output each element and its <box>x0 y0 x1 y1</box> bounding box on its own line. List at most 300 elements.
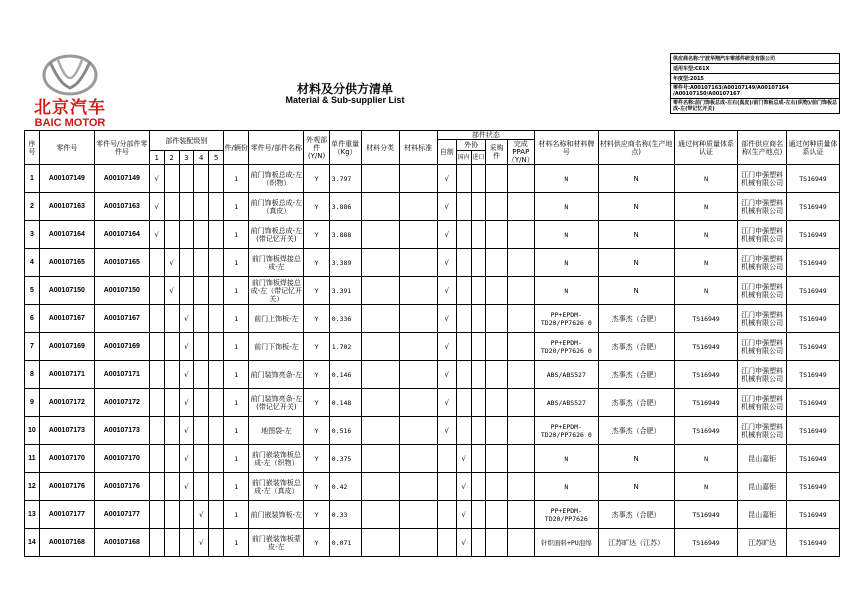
cell-purchased <box>486 529 507 557</box>
cell-domestic <box>456 165 471 193</box>
cell-level-1 <box>149 473 164 501</box>
header-material-supplier: 材料供应商名称(生产地点) <box>598 131 674 165</box>
cell-part-name: 前门饰板总成-左（真皮） <box>249 193 304 221</box>
cell-self-made: √ <box>437 389 456 417</box>
page-title-cn: 材料及分供方清单 <box>296 82 393 96</box>
info-value: A00107163/A00107149/A00107164 /A00107150/A00107167 <box>673 85 789 97</box>
header-material-name: 材料名称和材料牌号 <box>535 131 599 165</box>
cell-part-certification: TS16949 <box>786 529 839 557</box>
cell-parent-no: A00107168 <box>94 529 149 557</box>
cell-self-made <box>437 501 456 529</box>
cell-purchased <box>486 305 507 333</box>
cell-seq: 9 <box>25 389 40 417</box>
cell-part-name: 前门上饰板-左 <box>249 305 304 333</box>
cell-parent-no: A00107150 <box>94 277 149 305</box>
cell-certification: TS16949 <box>674 501 738 529</box>
cell-self-made: √ <box>437 193 456 221</box>
cell-appearance: Y <box>304 305 329 333</box>
cell-level-3 <box>179 221 194 249</box>
cell-level-4 <box>194 305 209 333</box>
cell-level-1 <box>149 501 164 529</box>
cell-weight: 0.146 <box>329 361 361 389</box>
cell-material-name: 针织面料+PU泡绵 <box>535 529 599 557</box>
supplier-info-table <box>670 53 840 114</box>
cell-parent-no: A00107172 <box>94 389 149 417</box>
cell-part-no: A00107173 <box>39 417 94 445</box>
cell-domestic: √ <box>456 445 471 473</box>
table-row <box>25 221 840 249</box>
info-value: 前门饰板总成-左右(真皮)/前门饰板总成-左右(织物)/前门饰板总成-左(带记忆开关) <box>673 100 837 112</box>
header-part-supplier: 部件供应商名称(生产地点) <box>738 131 787 165</box>
cell-import <box>471 333 486 361</box>
cell-level-1 <box>149 389 164 417</box>
cell-level-4 <box>194 361 209 389</box>
cell-seq: 2 <box>25 193 40 221</box>
cell-import <box>471 277 486 305</box>
cell-part-certification: TS16949 <box>786 221 839 249</box>
cell-material-std <box>399 193 437 221</box>
cell-material-name: ABS/ABS527 <box>535 361 599 389</box>
cell-part-no: A00107165 <box>39 249 94 277</box>
brand-name-cn: 北京汽车 <box>34 98 106 118</box>
cell-import <box>471 193 486 221</box>
cell-qty: 1 <box>223 473 248 501</box>
cell-appearance: Y <box>304 501 329 529</box>
cell-level-2 <box>164 529 179 557</box>
cell-domestic: √ <box>456 473 471 501</box>
cell-material-name: PP+EPDM-TD20/PP7626 0 <box>535 417 599 445</box>
cell-level-3: √ <box>179 361 194 389</box>
cell-domestic <box>456 389 471 417</box>
cell-part-name: 前门嵌装饰板蒙皮-左 <box>249 529 304 557</box>
cell-level-1 <box>149 305 164 333</box>
cell-part-no: A00107172 <box>39 389 94 417</box>
cell-part-supplier: 江门申强塑料机械有限公司 <box>738 333 787 361</box>
info-value: 2015 <box>690 75 704 82</box>
table-row <box>25 417 840 445</box>
cell-parent-no: A00107163 <box>94 193 149 221</box>
cell-import <box>471 417 486 445</box>
cell-part-certification: TS16949 <box>786 249 839 277</box>
cell-certification: TS16949 <box>674 361 738 389</box>
cell-ppap <box>507 445 535 473</box>
cell-ppap <box>507 305 535 333</box>
cell-self-made: √ <box>437 249 456 277</box>
cell-level-4 <box>194 165 209 193</box>
cell-purchased <box>486 333 507 361</box>
cell-level-5 <box>209 277 224 305</box>
cell-material-supplier: 杰事杰（合肥） <box>598 417 674 445</box>
cell-appearance: Y <box>304 361 329 389</box>
cell-appearance: Y <box>304 277 329 305</box>
cell-level-5 <box>209 389 224 417</box>
cell-part-name: 前门饰板焊接总成-左（带记忆开关） <box>250 278 303 303</box>
cell-self-made: √ <box>437 165 456 193</box>
table-row <box>25 333 840 361</box>
cell-material-class <box>361 529 399 557</box>
brand-name-en: BAIC MOTOR <box>34 117 106 129</box>
cell-level-2 <box>164 445 179 473</box>
cell-weight: 3.389 <box>329 249 361 277</box>
cell-material-class <box>361 445 399 473</box>
cell-level-1 <box>149 333 164 361</box>
cell-appearance: Y <box>304 473 329 501</box>
cell-material-supplier: 江苏旷达（江苏） <box>598 529 674 557</box>
cell-part-name: 前门装饰亮条-左 <box>249 361 304 389</box>
cell-weight: 1.702 <box>329 333 361 361</box>
cell-domestic <box>456 305 471 333</box>
table-row <box>25 389 840 417</box>
cell-part-no: A00107168 <box>39 529 94 557</box>
info-row <box>671 74 840 84</box>
header-part-state: 部件状态 <box>437 131 534 140</box>
cell-material-class <box>361 501 399 529</box>
cell-purchased <box>486 249 507 277</box>
cell-weight: 3.886 <box>329 193 361 221</box>
cell-part-name: 前门嵌装饰板-左 <box>249 501 304 529</box>
header-material-std: 材料标准 <box>399 131 437 165</box>
cell-part-supplier: 江苏旷达 <box>738 529 787 557</box>
cell-qty: 1 <box>223 277 248 305</box>
material-list-table <box>24 130 840 557</box>
cell-part-supplier: 江门申强塑料机械有限公司 <box>738 221 787 249</box>
cell-level-2 <box>164 417 179 445</box>
cell-purchased <box>486 221 507 249</box>
cell-level-5 <box>209 165 224 193</box>
cell-part-name: 前门饰板焊接总成-左 <box>249 249 304 277</box>
cell-level-5 <box>209 193 224 221</box>
cell-material-std <box>399 277 437 305</box>
cell-seq: 1 <box>25 165 40 193</box>
cell-level-4 <box>194 277 209 305</box>
cell-seq: 13 <box>25 501 40 529</box>
cell-qty: 1 <box>223 389 248 417</box>
cell-material-name: N <box>535 165 599 193</box>
cell-certification: N <box>674 249 738 277</box>
cell-level-4: √ <box>194 529 209 557</box>
header-level-5: 5 <box>209 151 224 165</box>
cell-part-certification: TS16949 <box>786 501 839 529</box>
cell-part-certification: TS16949 <box>786 193 839 221</box>
cell-part-no: A00107149 <box>39 165 94 193</box>
cell-material-std <box>399 305 437 333</box>
cell-self-made: √ <box>437 333 456 361</box>
cell-level-5 <box>209 333 224 361</box>
cell-level-3 <box>179 501 194 529</box>
cell-appearance: Y <box>304 333 329 361</box>
cell-level-3: √ <box>179 417 194 445</box>
header-ppap: 完成PPAP （Y/N） <box>507 140 534 164</box>
cell-part-supplier: 昆山嘉钜 <box>738 501 787 529</box>
cell-part-supplier: 江门申强塑料机械有限公司 <box>738 389 787 417</box>
cell-domestic <box>456 221 471 249</box>
cell-material-std <box>399 473 437 501</box>
cell-level-5 <box>209 305 224 333</box>
cell-level-4 <box>194 193 209 221</box>
header-material-class: 材料分类 <box>361 131 399 165</box>
info-row <box>671 54 840 64</box>
header-outsource: 外协 <box>456 140 486 151</box>
cell-material-supplier: N <box>598 193 674 221</box>
cell-material-std <box>399 361 437 389</box>
cell-material-supplier: N <box>598 277 674 305</box>
info-row <box>671 84 840 99</box>
cell-qty: 1 <box>223 193 248 221</box>
cell-seq: 3 <box>25 221 40 249</box>
header-qty: 件/辆份 <box>223 131 248 165</box>
cell-seq: 11 <box>25 445 40 473</box>
cell-qty: 1 <box>223 417 248 445</box>
header-level-2: 2 <box>164 151 179 165</box>
cell-domestic <box>456 193 471 221</box>
cell-part-supplier: 江门申强塑料机械有限公司 <box>738 165 787 193</box>
info-cell <box>671 64 840 74</box>
cell-material-supplier: N <box>598 249 674 277</box>
info-row <box>671 64 840 74</box>
cell-certification: N <box>674 165 738 193</box>
cell-purchased <box>486 417 507 445</box>
cell-level-1 <box>149 529 164 557</box>
header-part-name: 零件号/部件名称 <box>249 131 304 165</box>
info-cell <box>671 99 840 114</box>
cell-level-4: √ <box>194 501 209 529</box>
cell-level-1 <box>149 361 164 389</box>
table-row <box>25 501 840 529</box>
cell-weight: 0.375 <box>329 445 361 473</box>
cell-part-name: 前门下饰板-左 <box>249 333 304 361</box>
cell-level-4 <box>194 445 209 473</box>
cell-level-4 <box>194 473 209 501</box>
cell-ppap <box>507 501 535 529</box>
cell-import <box>471 529 486 557</box>
cell-import <box>471 221 486 249</box>
cell-material-std <box>399 165 437 193</box>
cell-certification: N <box>674 193 738 221</box>
cell-parent-no: A00107149 <box>94 165 149 193</box>
cell-appearance: Y <box>304 221 329 249</box>
brand-logo <box>20 54 116 134</box>
cell-level-3 <box>179 529 194 557</box>
cell-part-name: 前门装饰亮条-左(带记忆开关) <box>249 389 304 417</box>
cell-domestic <box>456 333 471 361</box>
info-cell <box>671 84 840 99</box>
cell-parent-no: A00107177 <box>94 501 149 529</box>
table-row <box>25 361 840 389</box>
cell-ppap <box>507 277 535 305</box>
cell-level-1 <box>149 277 164 305</box>
cell-ppap <box>507 361 535 389</box>
cell-part-certification: TS16949 <box>786 361 839 389</box>
cell-level-5 <box>209 445 224 473</box>
cell-level-4 <box>194 249 209 277</box>
cell-level-3 <box>179 165 194 193</box>
info-label: 零件名称: <box>673 100 695 106</box>
cell-material-std <box>399 529 437 557</box>
cell-level-3: √ <box>179 389 194 417</box>
cell-weight: 3.888 <box>329 221 361 249</box>
cell-material-class <box>361 277 399 305</box>
cell-appearance: Y <box>304 529 329 557</box>
info-label: 年度型: <box>673 75 690 82</box>
cell-part-certification: TS16949 <box>786 305 839 333</box>
cell-ppap <box>507 473 535 501</box>
cell-part-no: A00107150 <box>39 277 94 305</box>
header-domestic: 国内 <box>456 151 471 165</box>
cell-self-made <box>437 529 456 557</box>
cell-parent-no: A00107176 <box>94 473 149 501</box>
table-row <box>25 529 840 557</box>
table-row <box>25 249 840 277</box>
cell-seq: 5 <box>25 277 40 305</box>
cell-self-made <box>437 445 456 473</box>
cell-level-1 <box>149 445 164 473</box>
cell-appearance: Y <box>304 389 329 417</box>
cell-material-name: PP+EPDM-TD20/PP7626 0 <box>535 333 599 361</box>
cell-material-std <box>399 445 437 473</box>
cell-material-name: N <box>535 277 599 305</box>
cell-material-supplier: N <box>598 445 674 473</box>
cell-import <box>471 249 486 277</box>
cell-material-class <box>361 417 399 445</box>
cell-appearance: Y <box>304 165 329 193</box>
cell-certification: TS16949 <box>674 389 738 417</box>
cell-level-2 <box>164 165 179 193</box>
cell-part-certification: TS16949 <box>786 417 839 445</box>
cell-ppap <box>507 417 535 445</box>
cell-material-name: N <box>535 473 599 501</box>
cell-level-2: √ <box>164 249 179 277</box>
cell-material-name: N <box>535 445 599 473</box>
cell-level-5 <box>209 473 224 501</box>
header-part-certification: 通过何种质量体系认证 <box>786 131 839 165</box>
cell-part-no: A00107164 <box>39 221 94 249</box>
cell-weight: 0.336 <box>329 305 361 333</box>
table-row <box>25 305 840 333</box>
cell-level-2 <box>164 333 179 361</box>
cell-part-certification: TS16949 <box>786 165 839 193</box>
cell-part-supplier: 江门申强塑料机械有限公司 <box>738 193 787 221</box>
cell-ppap <box>507 221 535 249</box>
table-row <box>25 473 840 501</box>
cell-parent-no: A00107165 <box>94 249 149 277</box>
cell-self-made: √ <box>437 361 456 389</box>
cell-seq: 4 <box>25 249 40 277</box>
cell-ppap <box>507 193 535 221</box>
cell-part-certification: TS16949 <box>786 445 839 473</box>
cell-appearance: Y <box>304 249 329 277</box>
cell-level-4 <box>194 221 209 249</box>
cell-domestic: √ <box>456 529 471 557</box>
cell-weight: 0.42 <box>329 473 361 501</box>
cell-level-2 <box>164 221 179 249</box>
cell-material-class <box>361 361 399 389</box>
cell-material-name: N <box>535 249 599 277</box>
cell-part-no: A00107177 <box>39 501 94 529</box>
header-self-made: 自制 <box>437 140 456 165</box>
table-row <box>25 193 840 221</box>
cell-parent-no: A00107169 <box>94 333 149 361</box>
header-assembly-level: 部件装配级别 <box>149 131 223 151</box>
cell-seq: 6 <box>25 305 40 333</box>
cell-material-class <box>361 165 399 193</box>
cell-self-made <box>437 473 456 501</box>
cell-weight: 0.148 <box>329 389 361 417</box>
cell-level-3 <box>179 249 194 277</box>
cell-part-supplier: 昆山嘉钜 <box>738 445 787 473</box>
cell-appearance: Y <box>304 417 329 445</box>
cell-level-2 <box>164 193 179 221</box>
cell-qty: 1 <box>223 445 248 473</box>
cell-import <box>471 445 486 473</box>
header-appearance: 外观部件 (Y/N) <box>304 131 329 165</box>
cell-domestic <box>456 361 471 389</box>
cell-purchased <box>486 165 507 193</box>
cell-domestic <box>456 417 471 445</box>
cell-part-supplier: 江门申强塑料机械有限公司 <box>738 277 787 305</box>
cell-seq: 12 <box>25 473 40 501</box>
info-cell <box>671 54 840 64</box>
cell-material-name: PP+EPDM-TD20/PP7626 <box>535 501 599 529</box>
cell-certification: N <box>674 445 738 473</box>
cell-level-3: √ <box>179 445 194 473</box>
cell-purchased <box>486 473 507 501</box>
cell-weight: 0.071 <box>329 529 361 557</box>
cell-domestic: √ <box>456 501 471 529</box>
cell-level-1: √ <box>149 221 164 249</box>
cell-material-name: PP+EPDM-TD20/PP7626 0 <box>535 305 599 333</box>
cell-material-name: ABS/ABS527 <box>535 389 599 417</box>
cell-ppap <box>507 165 535 193</box>
header-level-1: 1 <box>149 151 164 165</box>
cell-material-class <box>361 249 399 277</box>
header-import: 进口 <box>471 151 486 165</box>
baic-emblem-icon <box>42 54 98 96</box>
cell-weight: 3.391 <box>329 277 361 305</box>
cell-material-supplier: 杰事杰（合肥） <box>598 361 674 389</box>
cell-qty: 1 <box>223 249 248 277</box>
cell-level-2 <box>164 473 179 501</box>
cell-material-std <box>399 249 437 277</box>
cell-material-supplier: 杰事杰（合肥） <box>598 501 674 529</box>
cell-parent-no: A00107167 <box>94 305 149 333</box>
cell-material-supplier: 杰事杰（合肥） <box>598 389 674 417</box>
cell-part-no: A00107171 <box>39 361 94 389</box>
cell-part-name: 前门饰板总成-左（织物） <box>249 165 304 193</box>
cell-qty: 1 <box>223 221 248 249</box>
cell-part-no: A00107163 <box>39 193 94 221</box>
cell-part-name: 前门饰板总成-左(带记忆开关) <box>249 221 304 249</box>
cell-purchased <box>486 193 507 221</box>
cell-level-3: √ <box>179 333 194 361</box>
cell-level-2: √ <box>164 277 179 305</box>
cell-import <box>471 473 486 501</box>
page-title-en: Material & Sub-supplier List <box>285 95 405 105</box>
cell-parent-no: A00107171 <box>94 361 149 389</box>
cell-part-supplier: 江门申强塑料机械有限公司 <box>738 417 787 445</box>
cell-level-2 <box>164 501 179 529</box>
cell-part-no: A00107169 <box>39 333 94 361</box>
cell-material-supplier: N <box>598 473 674 501</box>
cell-level-5 <box>209 361 224 389</box>
cell-part-no: A00107167 <box>39 305 94 333</box>
cell-parent-no: A00107164 <box>94 221 149 249</box>
table-row <box>25 165 840 193</box>
cell-material-class <box>361 193 399 221</box>
cell-ppap <box>507 529 535 557</box>
cell-level-2 <box>164 361 179 389</box>
cell-certification: N <box>674 221 738 249</box>
cell-material-class <box>361 473 399 501</box>
